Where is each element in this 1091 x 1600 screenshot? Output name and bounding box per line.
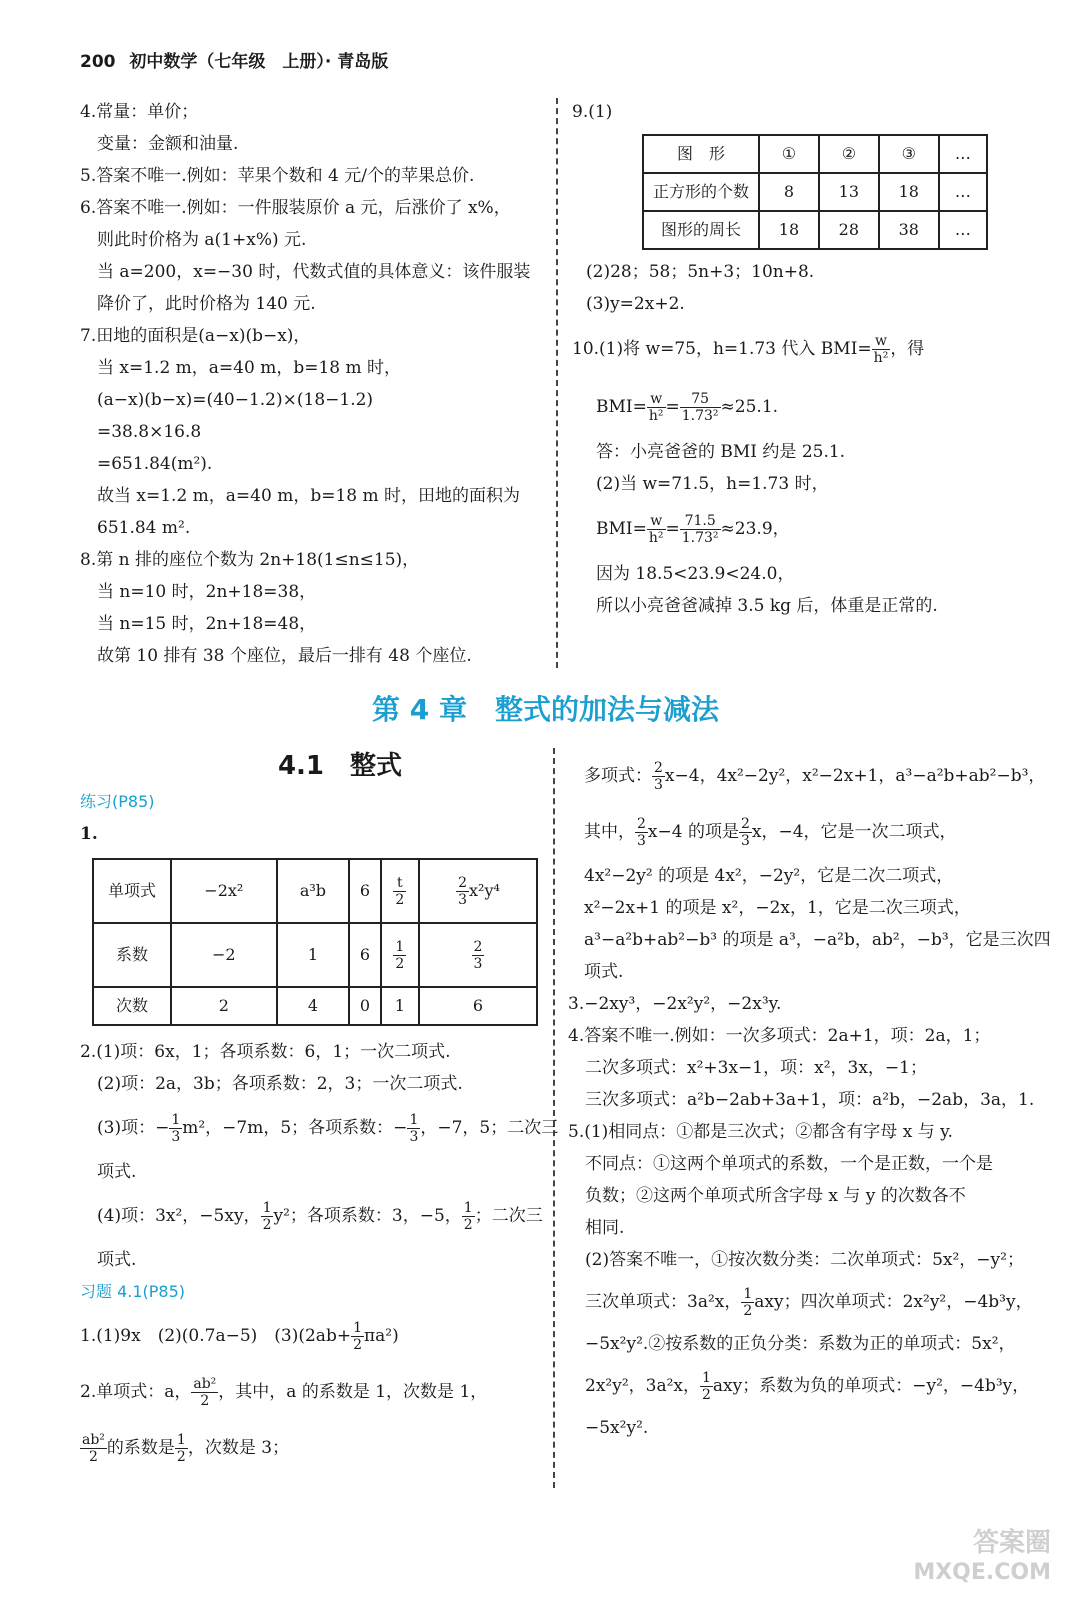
- ex-q2-cont: $\frac{\text{ab²}}{2}$ 的系数是 $\frac{1}{2}$ ，次数是 3；: [82, 1432, 290, 1465]
- page-header: [80, 46, 388, 78]
- q9-label: 9.(1): [572, 102, 613, 122]
- answer-line: 7.田地的面积是(a−x)(b−x)，: [80, 326, 311, 346]
- table9-cell: 28: [819, 211, 879, 249]
- q9-part2: (2)28；58；5n+3；10n+8.: [586, 262, 815, 282]
- q4-answer-a: 4.答案不唯一.例如：一次多项式：2a+1，项：2a，1；: [568, 1026, 991, 1046]
- book-title: 初中数学（七年级 上册）· 青岛版: [129, 52, 389, 72]
- fraction: $\frac{w}{\text{h²}}$: [648, 391, 664, 424]
- poly-analysis-4: a³−a²b+ab²−b³ 的项是 a³，−a²b，ab²，−b³，它是三次四: [584, 930, 1051, 950]
- q2-part1: 2.(1)项：6x，1；各项系数：6，1；一次二项式.: [80, 1042, 451, 1062]
- polynomials: 多项式： $\frac{2}{3}$ x−4，4x²−2y²，x²−2x+1，a³−a²b+ab²−b³，: [584, 760, 1046, 793]
- table1-cell: 6: [349, 859, 380, 923]
- poly-analysis-2: 4x²−2y² 的项是 4x²，−2y²，它是二次二项式，: [584, 866, 954, 886]
- q10-part1: 10.(1)将 w=75，h=1.73 代入 BMI= $\frac{w}{\text{h²}}$ ，得: [572, 333, 925, 366]
- q10-conclusion: 所以小亮爸爸减掉 3.5 kg 后，体重是正常的.: [596, 596, 938, 616]
- answer-line: 5.答案不唯一.例如：苹果个数和 4 元/个的苹果总价.: [80, 166, 475, 186]
- answer-line: 651.84 m².: [80, 518, 191, 538]
- table9-cell: …: [939, 211, 987, 249]
- answer-line: 8.第 n 排的座位个数为 2n+18(1≤n≤15)，: [80, 550, 420, 570]
- q5-answer-i: −5x²y².: [568, 1418, 649, 1438]
- bottom-left-column: [80, 786, 550, 850]
- q4-answer-b: 二次多项式：x²+3x−1，项：x²，3x，−1；: [568, 1058, 927, 1078]
- answer-line: 当 a=200，x=−30 时，代数式值的具体意义：该件服装: [80, 262, 531, 282]
- table1-cell: $\frac{t}{2}$: [381, 859, 419, 923]
- answer-line: =38.8×16.8: [80, 422, 202, 442]
- table1-cell: $\frac{2}{3}$ x²y⁴: [419, 859, 537, 923]
- q10-part2: (2)当 w=71.5，h=1.73 时，: [596, 474, 829, 494]
- ex-q2: 2.单项式：a， $\frac{\text{ab²}}{2}$ ，其中，a 的系数是 1，次数是 1，: [80, 1376, 488, 1409]
- answer-line: 则此时价格为 a(1+x%) 元.: [80, 230, 307, 250]
- table9-cell: ①: [759, 135, 819, 173]
- table1-cell: 6: [419, 987, 537, 1025]
- fraction: $\frac{w}{\text{h²}}$: [648, 513, 664, 546]
- answer-line: 4.常量：单价；: [80, 102, 199, 122]
- q5-answer-d: 相同.: [568, 1218, 625, 1238]
- chapter-title: 第 4 章 整式的加法与减法: [372, 693, 719, 726]
- practice-label: 练习(P85): [80, 792, 155, 811]
- table9-cell: …: [939, 135, 987, 173]
- poly-analysis-1: 其中， $\frac{2}{3}$ x−4 的项是 $\frac{2}{3}$ x，−4，它是一次二项式，: [584, 816, 957, 849]
- q5-answer-g: −5x²y².②按系数的正负分类：系数为正的单项式：5x²，: [568, 1334, 1016, 1354]
- shape-table: [642, 134, 988, 250]
- fraction: $\frac{75}{\text{1.73²}}$: [681, 391, 719, 424]
- table9-cell: 18: [759, 211, 819, 249]
- q10-answer-1: 答：小亮爸爸的 BMI 约是 25.1.: [596, 442, 846, 462]
- watermark-line2: MXQE.COM: [913, 1560, 1051, 1585]
- q4-answer-c: 三次多项式：a²b−2ab+3a+1，项：a²b，−2ab，3a，1.: [568, 1090, 1035, 1110]
- fraction: $\frac{71.5}{\text{1.73²}}$: [681, 513, 719, 546]
- table9-cell: 图 形: [643, 135, 759, 173]
- table1-cell: 6: [349, 923, 380, 987]
- bmi-calc-1: BMI= $\frac{w}{\text{h²}}$ = $\frac{75}{\text{1.73²}}$ ≈25.1.: [596, 391, 779, 424]
- q5-answer-f: 三次单项式：3a²x， $\frac{1}{2}$ axy；四次单项式：2x²y²，−4b³y，: [568, 1286, 1033, 1319]
- answer-line: 故当 x=1.2 m，a=40 m，b=18 m 时，田地的面积为: [80, 486, 521, 506]
- table1-cell: −2x²: [171, 859, 277, 923]
- answer-line: 变量：金额和油量.: [80, 134, 239, 154]
- table9-cell: ③: [879, 135, 939, 173]
- fraction: $\frac{w}{\text{h²}}$: [873, 333, 889, 366]
- column-divider-top: [556, 98, 558, 668]
- column-divider-bottom: [553, 748, 555, 1488]
- table1-cell: 1: [381, 987, 419, 1025]
- ex-q1: 1.(1)9x (2)(0.7a−5) (3)(2ab+ $\frac{1}{2}$ πa²): [80, 1320, 399, 1353]
- table9-cell: 图形的周长: [643, 211, 759, 249]
- q2-part4: (4)项：3x²，−5xy， $\frac{1}{2}$ y²；各项系数：3，−5， $\frac{1}{2}$ ；二次三: [80, 1200, 543, 1233]
- q5-answer-h: 2x²y²，3a²x， $\frac{1}{2}$ axy；系数为负的单项式：−y²，−4b³y，: [568, 1370, 1030, 1403]
- answer-line: 降价了，此时价格为 140 元.: [80, 294, 316, 314]
- q2-part3: (3)项：− $\frac{1}{3}$ m²，−7m，5；各项系数：− $\frac{1}{3}$ ，−7，5；二次三: [80, 1112, 559, 1145]
- q2-part3-end: 项式.: [80, 1162, 137, 1182]
- top-left-column: [80, 96, 545, 672]
- table1-cell: 0: [349, 987, 380, 1025]
- q5-answer-c: 负数；②这两个单项式所含字母 x 与 y 的次数各不: [568, 1186, 966, 1206]
- table9-cell: 8: [759, 173, 819, 211]
- answer-lines-q4-q8: [80, 96, 545, 672]
- table1-cell: −2: [171, 923, 277, 987]
- q5-answer-e: (2)答案不唯一，①按次数分类：二次单项式：5x²，−y²；: [568, 1250, 1024, 1270]
- exercise-label: 习题 4.1(P85): [80, 1282, 186, 1301]
- q5-answer-a: 5.(1)相同点：①都是三次式；②都含有字母 x 与 y.: [568, 1122, 953, 1142]
- q2-part4-end: 项式.: [80, 1250, 137, 1270]
- table1-header: 次数: [93, 987, 171, 1025]
- table9-cell: 38: [879, 211, 939, 249]
- q1-label: 1.: [80, 824, 98, 844]
- answer-line: 当 n=10 时，2n+18=38，: [80, 582, 317, 602]
- answer-line: 当 n=15 时，2n+18=48，: [80, 614, 317, 634]
- table1-header: 单项式: [93, 859, 171, 923]
- bottom-right-column: [568, 748, 1051, 1444]
- page-number: 200: [80, 52, 116, 72]
- q3-answer: 3.−2xy³，−2x²y²，−2x³y.: [568, 994, 782, 1014]
- watermark-logo: [913, 1528, 1051, 1588]
- table1-cell: $\frac{2}{3}$: [419, 923, 537, 987]
- poly-analysis-3: x²−2x+1 的项是 x²，−2x，1，它是二次三项式，: [584, 898, 971, 918]
- answer-line: 当 x=1.2 m，a=40 m，b=18 m 时，: [80, 358, 402, 378]
- q5-answer-b: 不同点：①这两个单项式的系数，一个是正数，一个是: [568, 1154, 993, 1174]
- table1-cell: a³b: [277, 859, 350, 923]
- q2-answers: [80, 1036, 559, 1476]
- table9-cell: …: [939, 173, 987, 211]
- q9-part3: (3)y=2x+2.: [586, 294, 685, 314]
- q10-because: 因为 18.5<23.9<24.0，: [596, 564, 795, 584]
- table9-cell: 正方形的个数: [643, 173, 759, 211]
- answer-line: (a−x)(b−x)=(40−1.2)×(18−1.2): [80, 390, 374, 410]
- table1-cell: 1: [277, 923, 350, 987]
- table1-cell: 2: [171, 987, 277, 1025]
- table1-cell: $\frac{1}{2}$: [381, 923, 419, 987]
- q9-q10-answers: [572, 256, 1022, 622]
- section-title: 4.1 整式: [277, 751, 403, 781]
- table9-cell: 13: [819, 173, 879, 211]
- answer-line: 故第 10 排有 38 个座位，最后一排有 48 个座位.: [80, 646, 472, 666]
- watermark-line1: 答案圈: [972, 1528, 1051, 1558]
- top-right-column: [572, 96, 1022, 128]
- bmi-calc-2: BMI= $\frac{w}{\text{h²}}$ = $\frac{71.5}{\text{1.73²}}$ ≈23.9，: [596, 513, 790, 546]
- answer-line: =651.84(m²).: [80, 454, 213, 474]
- table1-cell: 4: [277, 987, 350, 1025]
- table9-cell: 18: [879, 173, 939, 211]
- monomial-table: [92, 858, 538, 1026]
- q2-part2: (2)项：2a，3b；各项系数：2，3；一次二项式.: [80, 1074, 463, 1094]
- table1-header: 系数: [93, 923, 171, 987]
- poly-analysis-5: 项式.: [584, 962, 624, 982]
- table9-cell: ②: [819, 135, 879, 173]
- answer-line: 6.答案不唯一.例如：一件服装原价 a 元，后涨价了 x%，: [80, 198, 511, 218]
